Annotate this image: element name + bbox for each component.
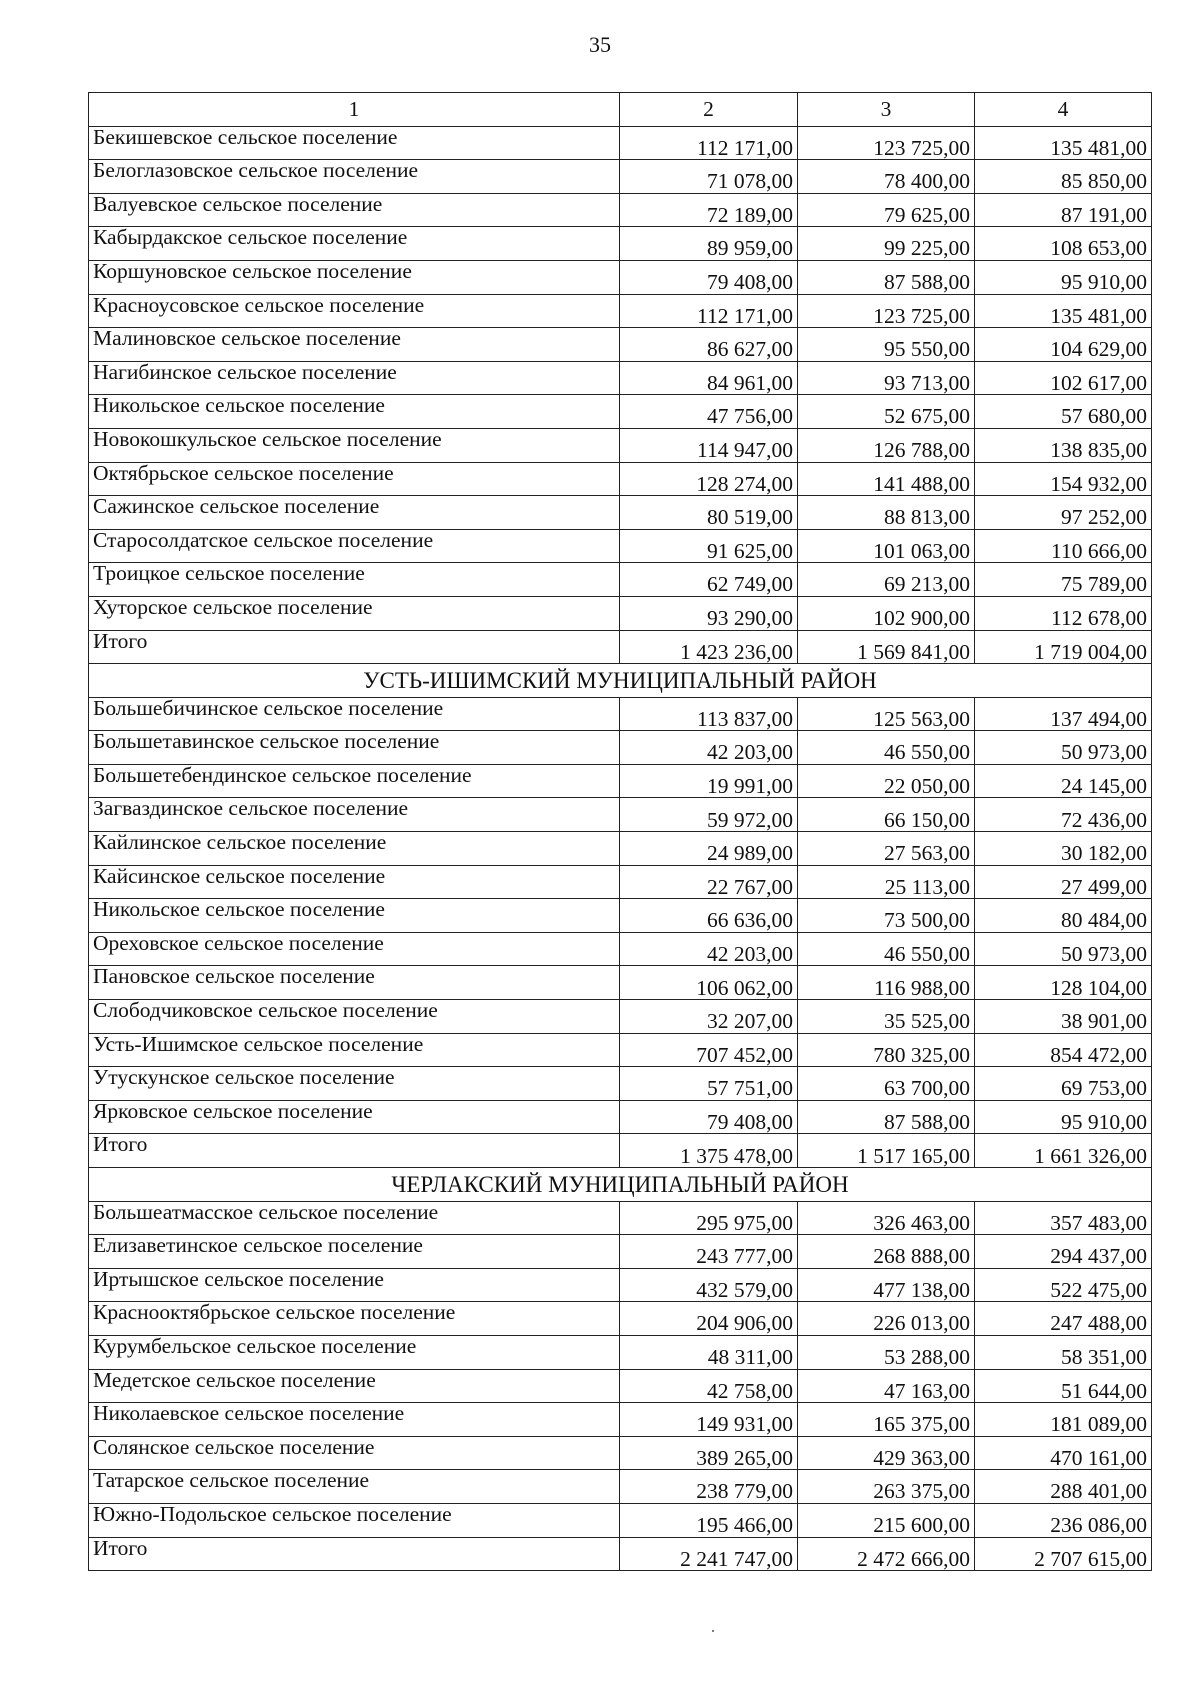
table-row xyxy=(89,1335,1152,1369)
section-header-row xyxy=(89,664,1152,698)
value-col-4-cell: 138 835,00 xyxy=(975,428,1152,462)
value-col-3-cell: 780 325,00 xyxy=(798,1033,975,1067)
table-row xyxy=(89,1436,1152,1470)
table-row xyxy=(89,932,1152,966)
table-row xyxy=(89,731,1152,765)
value-col-4-cell: 50 973,00 xyxy=(975,932,1152,966)
table-row xyxy=(89,160,1152,194)
settlement-name-cell: Троицкое сельское поселение xyxy=(89,563,620,597)
value-col-4-cell: 75 789,00 xyxy=(975,563,1152,597)
value-col-4-cell: 51 644,00 xyxy=(975,1369,1152,1403)
settlement-name-cell: Белоглазовское сельское поселение xyxy=(89,160,620,194)
table-row xyxy=(89,294,1152,328)
scan-speck xyxy=(712,1630,714,1632)
settlement-name-cell: Старосолдатское сельское поселение xyxy=(89,529,620,563)
value-col-3-cell: 1 517 165,00 xyxy=(798,1134,975,1168)
value-col-2-cell: 295 975,00 xyxy=(620,1201,798,1235)
settlement-name-cell: Ярковское сельское поселение xyxy=(89,1100,620,1134)
value-col-3-cell: 165 375,00 xyxy=(798,1403,975,1437)
value-col-3-cell: 73 500,00 xyxy=(798,899,975,933)
value-col-3-cell: 263 375,00 xyxy=(798,1470,975,1504)
total-row xyxy=(89,1537,1152,1571)
value-col-3-cell: 126 788,00 xyxy=(798,428,975,462)
value-col-3-cell: 87 588,00 xyxy=(798,260,975,294)
settlement-name-cell: Итого xyxy=(89,630,620,664)
settlement-name-cell: Никольское сельское поселение xyxy=(89,899,620,933)
settlement-name-cell: Николаевское сельское поселение xyxy=(89,1403,620,1437)
value-col-3-cell: 141 488,00 xyxy=(798,462,975,496)
settlement-name-cell: Слободчиковское сельское поселение xyxy=(89,1000,620,1034)
value-col-3-cell: 125 563,00 xyxy=(798,697,975,731)
value-col-3-cell: 79 625,00 xyxy=(798,193,975,227)
settlement-name-cell: Новокошкульское сельское поселение xyxy=(89,428,620,462)
value-col-3-cell: 101 063,00 xyxy=(798,529,975,563)
settlement-name-cell: Большеатмасское сельское поселение xyxy=(89,1201,620,1235)
value-col-2-cell: 42 203,00 xyxy=(620,932,798,966)
table-row xyxy=(89,832,1152,866)
value-col-2-cell: 128 274,00 xyxy=(620,462,798,496)
section-title: ЧЕРЛАКСКИЙ МУНИЦИПАЛЬНЫЙ РАЙОН xyxy=(89,1168,1152,1202)
table-row xyxy=(89,764,1152,798)
section-header-row xyxy=(89,1168,1152,1202)
value-col-2-cell: 79 408,00 xyxy=(620,1100,798,1134)
value-col-3-cell: 102 900,00 xyxy=(798,596,975,630)
value-col-4-cell: 288 401,00 xyxy=(975,1470,1152,1504)
settlement-name-cell: Медетское сельское поселение xyxy=(89,1369,620,1403)
value-col-3-cell: 2 472 666,00 xyxy=(798,1537,975,1571)
value-col-2-cell: 62 749,00 xyxy=(620,563,798,597)
value-col-4-cell: 236 086,00 xyxy=(975,1503,1152,1537)
value-col-4-cell: 357 483,00 xyxy=(975,1201,1152,1235)
value-col-4-cell: 80 484,00 xyxy=(975,899,1152,933)
table-row xyxy=(89,395,1152,429)
value-col-3-cell: 93 713,00 xyxy=(798,361,975,395)
value-col-3-cell: 99 225,00 xyxy=(798,227,975,261)
value-col-4-cell: 294 437,00 xyxy=(975,1235,1152,1269)
value-col-4-cell: 112 678,00 xyxy=(975,596,1152,630)
value-col-4-cell: 69 753,00 xyxy=(975,1067,1152,1101)
value-col-2-cell: 89 959,00 xyxy=(620,227,798,261)
value-col-4-cell: 104 629,00 xyxy=(975,328,1152,362)
settlement-name-cell: Иртышское сельское поселение xyxy=(89,1268,620,1302)
value-col-3-cell: 63 700,00 xyxy=(798,1067,975,1101)
value-col-4-cell: 110 666,00 xyxy=(975,529,1152,563)
table-row xyxy=(89,1503,1152,1537)
table-row xyxy=(89,126,1152,160)
value-col-2-cell: 112 171,00 xyxy=(620,294,798,328)
settlement-name-cell: Малиновское сельское поселение xyxy=(89,328,620,362)
value-col-4-cell: 1 661 326,00 xyxy=(975,1134,1152,1168)
table-row xyxy=(89,193,1152,227)
value-col-2-cell: 149 931,00 xyxy=(620,1403,798,1437)
settlement-name-cell: Сажинское сельское поселение xyxy=(89,496,620,530)
settlement-name-cell: Утускунское сельское поселение xyxy=(89,1067,620,1101)
value-col-3-cell: 1 569 841,00 xyxy=(798,630,975,664)
value-col-2-cell: 24 989,00 xyxy=(620,832,798,866)
value-col-4-cell: 135 481,00 xyxy=(975,126,1152,160)
table-row xyxy=(89,1201,1152,1235)
column-header-4: 4 xyxy=(975,93,1152,127)
value-col-4-cell: 102 617,00 xyxy=(975,361,1152,395)
value-col-3-cell: 47 163,00 xyxy=(798,1369,975,1403)
value-col-3-cell: 268 888,00 xyxy=(798,1235,975,1269)
settlement-name-cell: Кайлинское сельское поселение xyxy=(89,832,620,866)
value-col-2-cell: 72 189,00 xyxy=(620,193,798,227)
table-row xyxy=(89,1369,1152,1403)
total-row xyxy=(89,630,1152,664)
settlement-name-cell: Курумбельское сельское поселение xyxy=(89,1335,620,1369)
settlement-name-cell: Усть-Ишимское сельское поселение xyxy=(89,1033,620,1067)
table-row xyxy=(89,596,1152,630)
table-row xyxy=(89,496,1152,530)
value-col-3-cell: 326 463,00 xyxy=(798,1201,975,1235)
table-row xyxy=(89,1470,1152,1504)
column-header-2: 2 xyxy=(620,93,798,127)
value-col-3-cell: 69 213,00 xyxy=(798,563,975,597)
value-col-4-cell: 247 488,00 xyxy=(975,1302,1152,1336)
value-col-4-cell: 95 910,00 xyxy=(975,260,1152,294)
value-col-4-cell: 85 850,00 xyxy=(975,160,1152,194)
value-col-2-cell: 113 837,00 xyxy=(620,697,798,731)
table-row xyxy=(89,865,1152,899)
value-col-2-cell: 84 961,00 xyxy=(620,361,798,395)
value-col-2-cell: 42 758,00 xyxy=(620,1369,798,1403)
value-col-3-cell: 116 988,00 xyxy=(798,966,975,1000)
value-col-4-cell: 30 182,00 xyxy=(975,832,1152,866)
value-col-4-cell: 38 901,00 xyxy=(975,1000,1152,1034)
value-col-2-cell: 195 466,00 xyxy=(620,1503,798,1537)
value-col-3-cell: 52 675,00 xyxy=(798,395,975,429)
value-col-4-cell: 854 472,00 xyxy=(975,1033,1152,1067)
value-col-3-cell: 88 813,00 xyxy=(798,496,975,530)
value-col-3-cell: 87 588,00 xyxy=(798,1100,975,1134)
settlement-name-cell: Пановское сельское поселение xyxy=(89,966,620,1000)
value-col-2-cell: 432 579,00 xyxy=(620,1268,798,1302)
settlement-name-cell: Валуевское сельское поселение xyxy=(89,193,620,227)
settlement-name-cell: Кайсинское сельское поселение xyxy=(89,865,620,899)
settlement-name-cell: Большебичинское сельское поселение xyxy=(89,697,620,731)
value-col-2-cell: 71 078,00 xyxy=(620,160,798,194)
settlement-name-cell: Большетавинское сельское поселение xyxy=(89,731,620,765)
value-col-2-cell: 93 290,00 xyxy=(620,596,798,630)
value-col-4-cell: 95 910,00 xyxy=(975,1100,1152,1134)
table-row xyxy=(89,361,1152,395)
value-col-2-cell: 47 756,00 xyxy=(620,395,798,429)
value-col-3-cell: 215 600,00 xyxy=(798,1503,975,1537)
value-col-2-cell: 59 972,00 xyxy=(620,798,798,832)
table-row xyxy=(89,1067,1152,1101)
table-row xyxy=(89,899,1152,933)
value-col-2-cell: 114 947,00 xyxy=(620,428,798,462)
value-col-4-cell: 24 145,00 xyxy=(975,764,1152,798)
value-col-3-cell: 22 050,00 xyxy=(798,764,975,798)
table-row xyxy=(89,1033,1152,1067)
value-col-3-cell: 66 150,00 xyxy=(798,798,975,832)
value-col-2-cell: 80 519,00 xyxy=(620,496,798,530)
value-col-2-cell: 57 751,00 xyxy=(620,1067,798,1101)
value-col-2-cell: 91 625,00 xyxy=(620,529,798,563)
value-col-3-cell: 95 550,00 xyxy=(798,328,975,362)
settlement-name-cell: Большетебендинское сельское поселение xyxy=(89,764,620,798)
value-col-2-cell: 243 777,00 xyxy=(620,1235,798,1269)
settlement-name-cell: Красноусовское сельское поселение xyxy=(89,294,620,328)
settlement-name-cell: Бекишевское сельское поселение xyxy=(89,126,620,160)
value-col-2-cell: 79 408,00 xyxy=(620,260,798,294)
value-col-2-cell: 22 767,00 xyxy=(620,865,798,899)
value-col-2-cell: 1 423 236,00 xyxy=(620,630,798,664)
value-col-2-cell: 48 311,00 xyxy=(620,1335,798,1369)
table-row xyxy=(89,328,1152,362)
value-col-2-cell: 204 906,00 xyxy=(620,1302,798,1336)
value-col-4-cell: 522 475,00 xyxy=(975,1268,1152,1302)
value-col-2-cell: 106 062,00 xyxy=(620,966,798,1000)
value-col-2-cell: 2 241 747,00 xyxy=(620,1537,798,1571)
value-col-4-cell: 57 680,00 xyxy=(975,395,1152,429)
table-row xyxy=(89,966,1152,1000)
table-row xyxy=(89,563,1152,597)
table-row xyxy=(89,1000,1152,1034)
settlement-name-cell: Хуторское сельское поселение xyxy=(89,596,620,630)
settlement-name-cell: Кабырдакское сельское поселение xyxy=(89,227,620,261)
value-col-3-cell: 78 400,00 xyxy=(798,160,975,194)
value-col-4-cell: 27 499,00 xyxy=(975,865,1152,899)
settlement-name-cell: Загваздинское сельское поселение xyxy=(89,798,620,832)
value-col-4-cell: 137 494,00 xyxy=(975,697,1152,731)
table-row xyxy=(89,529,1152,563)
settlement-name-cell: Краснооктябрьское сельское поселение xyxy=(89,1302,620,1336)
table-row xyxy=(89,462,1152,496)
column-header-3: 3 xyxy=(798,93,975,127)
value-col-3-cell: 25 113,00 xyxy=(798,865,975,899)
column-header-1: 1 xyxy=(89,93,620,127)
value-col-2-cell: 66 636,00 xyxy=(620,899,798,933)
table-row xyxy=(89,260,1152,294)
settlement-name-cell: Татарское сельское поселение xyxy=(89,1470,620,1504)
settlement-name-cell: Елизаветинское сельское поселение xyxy=(89,1235,620,1269)
settlement-name-cell: Никольское сельское поселение xyxy=(89,395,620,429)
value-col-3-cell: 27 563,00 xyxy=(798,832,975,866)
value-col-4-cell: 72 436,00 xyxy=(975,798,1152,832)
value-col-2-cell: 42 203,00 xyxy=(620,731,798,765)
settlement-name-cell: Коршуновское сельское поселение xyxy=(89,260,620,294)
settlement-name-cell: Октябрьское сельское поселение xyxy=(89,462,620,496)
value-col-2-cell: 86 627,00 xyxy=(620,328,798,362)
value-col-2-cell: 707 452,00 xyxy=(620,1033,798,1067)
value-col-3-cell: 46 550,00 xyxy=(798,731,975,765)
value-col-4-cell: 58 351,00 xyxy=(975,1335,1152,1369)
value-col-3-cell: 123 725,00 xyxy=(798,294,975,328)
value-col-2-cell: 389 265,00 xyxy=(620,1436,798,1470)
header-row xyxy=(89,93,1152,127)
settlement-name-cell: Ореховское сельское поселение xyxy=(89,932,620,966)
value-col-4-cell: 135 481,00 xyxy=(975,294,1152,328)
value-col-2-cell: 238 779,00 xyxy=(620,1470,798,1504)
value-col-4-cell: 108 653,00 xyxy=(975,227,1152,261)
table-row xyxy=(89,227,1152,261)
value-col-3-cell: 123 725,00 xyxy=(798,126,975,160)
table-body xyxy=(89,126,1152,1571)
value-col-4-cell: 154 932,00 xyxy=(975,462,1152,496)
value-col-4-cell: 50 973,00 xyxy=(975,731,1152,765)
value-col-4-cell: 470 161,00 xyxy=(975,1436,1152,1470)
value-col-4-cell: 87 191,00 xyxy=(975,193,1152,227)
value-col-3-cell: 46 550,00 xyxy=(798,932,975,966)
value-col-2-cell: 19 991,00 xyxy=(620,764,798,798)
value-col-3-cell: 35 525,00 xyxy=(798,1000,975,1034)
value-col-2-cell: 1 375 478,00 xyxy=(620,1134,798,1168)
table-row xyxy=(89,1100,1152,1134)
settlement-name-cell: Итого xyxy=(89,1537,620,1571)
table-row xyxy=(89,1235,1152,1269)
table-row xyxy=(89,1268,1152,1302)
value-col-3-cell: 477 138,00 xyxy=(798,1268,975,1302)
page-number: 35 xyxy=(589,32,611,57)
table-row xyxy=(89,697,1152,731)
value-col-3-cell: 53 288,00 xyxy=(798,1335,975,1369)
settlement-name-cell: Нагибинское сельское поселение xyxy=(89,361,620,395)
value-col-4-cell: 97 252,00 xyxy=(975,496,1152,530)
settlement-name-cell: Итого xyxy=(89,1134,620,1168)
section-title: УСТЬ-ИШИМСКИЙ МУНИЦИПАЛЬНЫЙ РАЙОН xyxy=(89,664,1152,698)
value-col-4-cell: 181 089,00 xyxy=(975,1403,1152,1437)
value-col-3-cell: 226 013,00 xyxy=(798,1302,975,1336)
settlement-name-cell: Южно-Подольское сельское поселение xyxy=(89,1503,620,1537)
value-col-2-cell: 112 171,00 xyxy=(620,126,798,160)
value-col-3-cell: 429 363,00 xyxy=(798,1436,975,1470)
settlement-name-cell: Солянское сельское поселение xyxy=(89,1436,620,1470)
value-col-4-cell: 128 104,00 xyxy=(975,966,1152,1000)
budget-table xyxy=(88,92,1152,1571)
table-row xyxy=(89,1302,1152,1336)
table-row xyxy=(89,428,1152,462)
total-row xyxy=(89,1134,1152,1168)
value-col-4-cell: 1 719 004,00 xyxy=(975,630,1152,664)
table-row xyxy=(89,798,1152,832)
value-col-2-cell: 32 207,00 xyxy=(620,1000,798,1034)
table-row xyxy=(89,1403,1152,1437)
value-col-4-cell: 2 707 615,00 xyxy=(975,1537,1152,1571)
